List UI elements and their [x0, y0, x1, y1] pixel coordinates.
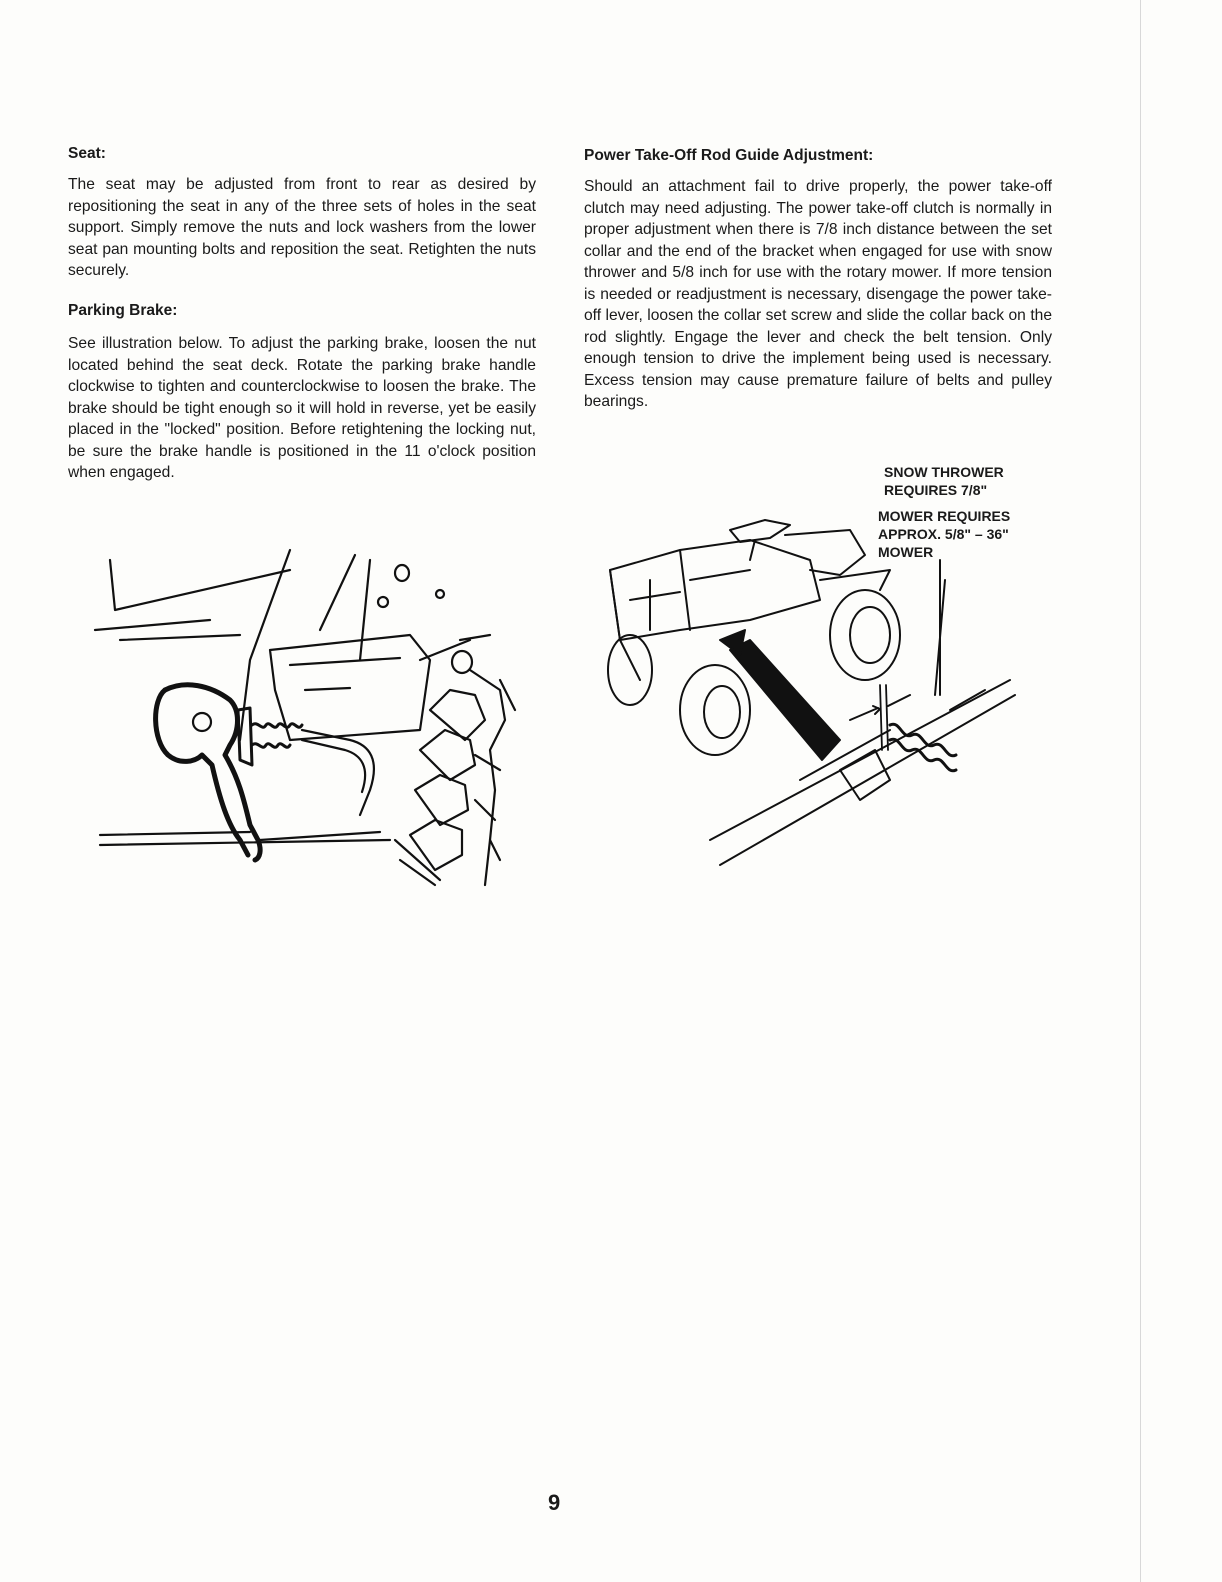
page-number: 9 [548, 1490, 561, 1515]
scan-edge-line [1140, 0, 1141, 1582]
pto-paragraph: Should an attachment fail to drive properly, the power take-off clutch may need adjusting. The power take-off clutch is normally in proper adjustment when there is 7/8 inch distance between the set collar and the end of the bracket when engaged for use with snow thrower and 5/8 inch for use with the rotary mower. If more tension is needed or readjustment is necessary, disengage the power take-off lever, loosen the collar set screw and slide the collar back on the rod slightly. Engage the lever and check the belt tension. Only enough tension to drive the implement being used is necessary. Excess tension may cause premature failure of belts and pulley bearings. [584, 178, 1052, 410]
parking-brake-illustration [90, 540, 520, 900]
snow-thrower-callout: SNOW THROWER REQUIRES 7/8" [884, 464, 1004, 498]
pto-heading: Power Take-Off Rod Guide Adjustment: [584, 147, 874, 164]
mower-callout: MOWER REQUIRES APPROX. 5/8" – 36" MOWER [878, 508, 1011, 560]
seat-paragraph: The seat may be adjusted from front to rear as desired by repositioning the seat in any of the three sets of holes in the seat support. Simply remove the nuts and lock washers from the lower seat pan mounting bolts and reposition the seat. Retighten the nuts securely. [68, 176, 536, 279]
parking-brake-paragraph: See illustration below. To adjust the parking brake, loosen the nut located behind the seat deck. Rotate the parking brake handle clockwise to tighten and counterclockwise to loosen the brake. The brake should be tight enough so it will hold in reverse, yet be easily placed in the "locked" position. Before retightening the locking nut, be sure the brake handle is positioned in the 11 o'clock position when engaged. [68, 335, 536, 481]
parking-brake-heading: Parking Brake: [68, 302, 178, 319]
seat-heading: Seat: [68, 145, 106, 162]
